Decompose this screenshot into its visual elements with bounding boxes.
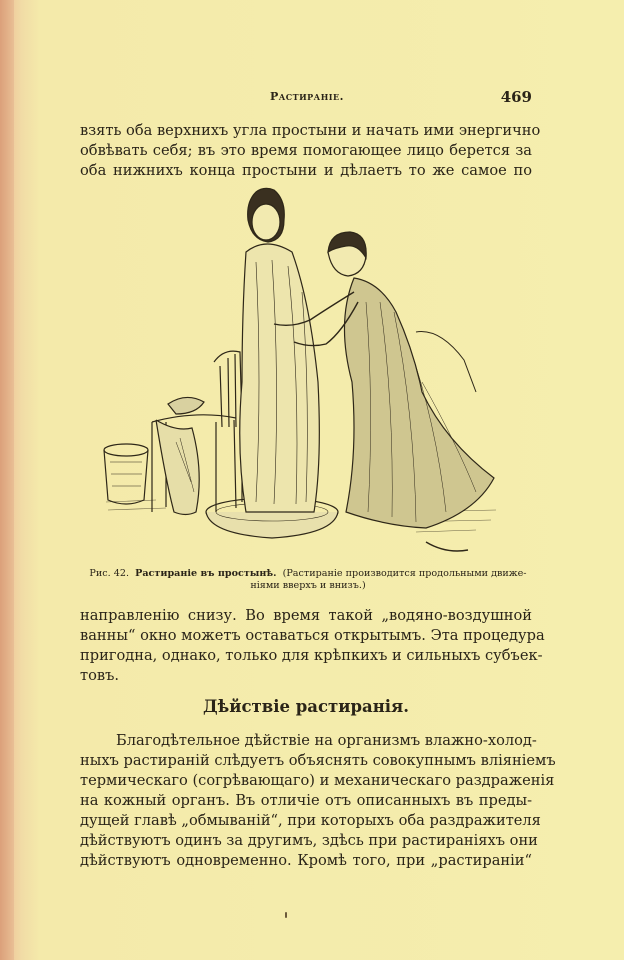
text-line: дущей главѣ „обмыванiй“, при которыхъ оба раздражителя (80, 812, 541, 829)
text-line: ванны“ окно можетъ оставаться открытымъ. Эта процедура (80, 627, 545, 644)
text-line: на кожный органъ. Въ отличiе отъ описанныхъ въ преды- (80, 792, 532, 809)
caption-line-1 (82, 568, 534, 580)
text-line: взять оба верхнихъ угла простыни и начать ими энергично (80, 122, 541, 139)
text-line: Благодѣтельное дѣйствiе на организмъ влажно-холод- (116, 732, 537, 749)
text-line: оба нижнихъ конца простыни и дѣлаетъ то же самое по (80, 162, 532, 179)
page-gutter (0, 0, 14, 960)
section-heading: Дѣйствiе растиранiя. (202, 697, 409, 716)
page-header (80, 88, 532, 108)
print-speck (285, 912, 287, 918)
stool-with-towel (152, 397, 236, 514)
running-head: Растиранiе. (270, 90, 344, 103)
woman-in-sheet (240, 188, 320, 512)
text-line: направленiю снизу. Во время такой „водяно-воздушной (80, 607, 532, 624)
caption-label: Рис. 42. (89, 568, 130, 579)
text-line: ныхъ растиранiй слѣдуетъ объяснять совокупнымъ влiянiемъ (80, 752, 556, 769)
paragraph-middle (80, 606, 545, 686)
paragraph-bottom (80, 731, 556, 871)
bucket (104, 444, 148, 504)
text-line: пригодна, однако, только для крѣпкихъ и сильныхъ субъек- (80, 647, 543, 664)
caption-text-1: (Растиранiе производится продольными движе- (282, 568, 527, 579)
paragraph-top (80, 121, 541, 181)
text-line: товъ. (80, 667, 119, 684)
figure-caption (82, 568, 534, 592)
caption-text-2: нiями вверхъ и внизъ.) (250, 580, 366, 591)
caption-title: Растиранiе въ простынѣ. (135, 568, 277, 579)
text-line: дѣйствуютъ одинъ за другимъ, здѣсь при растиранiяхъ они (80, 832, 538, 849)
text-line: термическаго (согрѣвающаго) и механическаго раздраженiя (80, 772, 555, 789)
illustration-rubbing-with-sheet (96, 182, 514, 566)
text-line: дѣйствуютъ одновременно. Кромѣ того, при „растиранiи“ (80, 852, 532, 869)
page-number: 469 (500, 88, 532, 106)
text-line: обвѣвать себя; въ это время помогающее лицо берется за (80, 142, 532, 159)
engraving-illustration (96, 182, 514, 566)
chair (214, 351, 242, 502)
